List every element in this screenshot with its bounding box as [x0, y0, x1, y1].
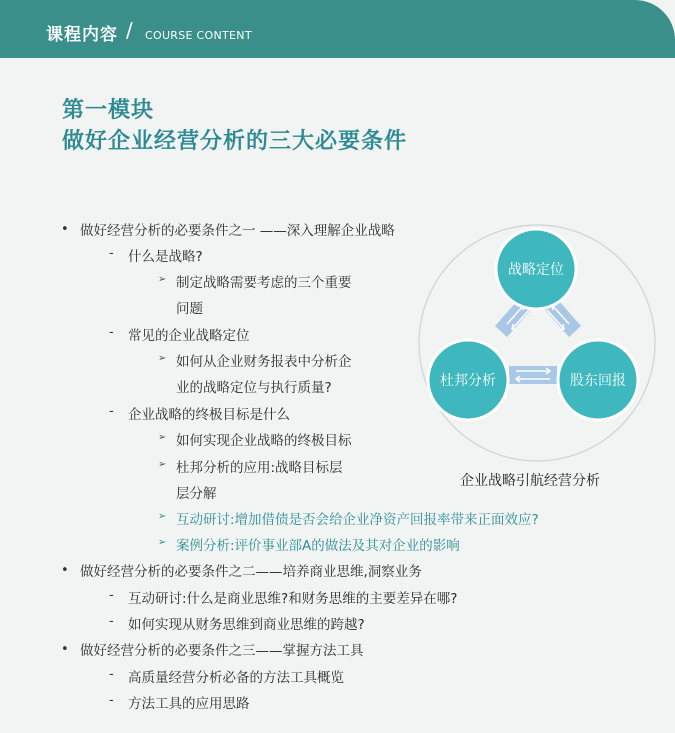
subitem-common-positioning: 常见的企业战略定位: [128, 328, 250, 344]
bullet-icon: •: [61, 563, 69, 578]
dash-icon: -: [109, 693, 114, 708]
dash-icon: -: [109, 325, 114, 340]
arrow-icon: ➢: [158, 274, 167, 285]
point-interactive-debt: 互动研讨:增加借债是否会给企业净资产回报率带来正面效应?: [176, 512, 539, 528]
bullet-icon: •: [61, 642, 69, 657]
point-analyze-statements: 如何从企业财务报表中分析企: [176, 354, 352, 370]
module-number: 第一模块: [62, 98, 155, 123]
point-three-questions-cont: 问题: [176, 301, 203, 317]
subitem-tools-application: 方法工具的应用思路: [128, 696, 250, 712]
point-achieve-goal: 如何实现企业战略的终极目标: [176, 433, 352, 449]
dash-icon: -: [109, 246, 114, 261]
strategy-cycle-diagram: [412, 218, 662, 468]
section-1-heading: 做好经营分析的必要条件之一 ——深入理解企业战略: [80, 223, 395, 239]
point-three-questions: 制定战略需要考虑的三个重要: [176, 275, 352, 291]
point-case-study: 案例分析:评价事业部A的做法及其对企业的影响: [176, 538, 460, 554]
label-strategy-positioning: 战略定位: [508, 262, 564, 278]
header-slash: /: [126, 18, 133, 42]
label-dupont-analysis: 杜邦分析: [440, 373, 496, 389]
header-subtitle: COURSE CONTENT: [145, 29, 252, 42]
arrow-icon: ➢: [158, 353, 167, 364]
module-title: 做好企业经营分析的三大必要条件: [62, 129, 408, 154]
dash-icon: -: [109, 667, 114, 682]
arrow-icon: ➢: [158, 537, 167, 548]
label-shareholder-return: 股东回报: [570, 373, 626, 389]
subitem-what-is-strategy: 什么是战略?: [128, 249, 203, 265]
arrow-icon: ➢: [158, 459, 167, 470]
diagram-caption: 企业战略引航经营分析: [460, 473, 600, 489]
arrow-icon: ➢: [158, 511, 167, 522]
dash-icon: -: [109, 588, 114, 603]
section-3-heading: 做好经营分析的必要条件之三——掌握方法工具: [80, 643, 364, 659]
bullet-icon: •: [61, 222, 69, 237]
connector-bottom: [509, 366, 557, 384]
point-dupont-cont: 层分解: [176, 486, 217, 502]
arrow-icon: ➢: [158, 432, 167, 443]
subitem-ultimate-goal: 企业战略的终极目标是什么: [128, 407, 290, 423]
header-bar: [0, 0, 675, 58]
point-analyze-statements-cont: 业的战略定位与执行质量?: [176, 380, 332, 396]
subitem-leap: 如何实现从财务思维到商业思维的跨越?: [128, 617, 365, 633]
header-title: 课程内容: [46, 25, 118, 45]
section-2-heading: 做好经营分析的必要条件之二——培养商业思维,洞察业务: [80, 564, 422, 580]
point-dupont: 杜邦分析的应用:战略目标层: [176, 460, 343, 476]
dash-icon: -: [109, 404, 114, 419]
subitem-tools-overview: 高质量经营分析必备的方法工具概览: [128, 670, 344, 686]
dash-icon: -: [109, 614, 114, 629]
subitem-business-thinking: 互动研讨:什么是商业思维?和财务思维的主要差异在哪?: [128, 591, 458, 607]
